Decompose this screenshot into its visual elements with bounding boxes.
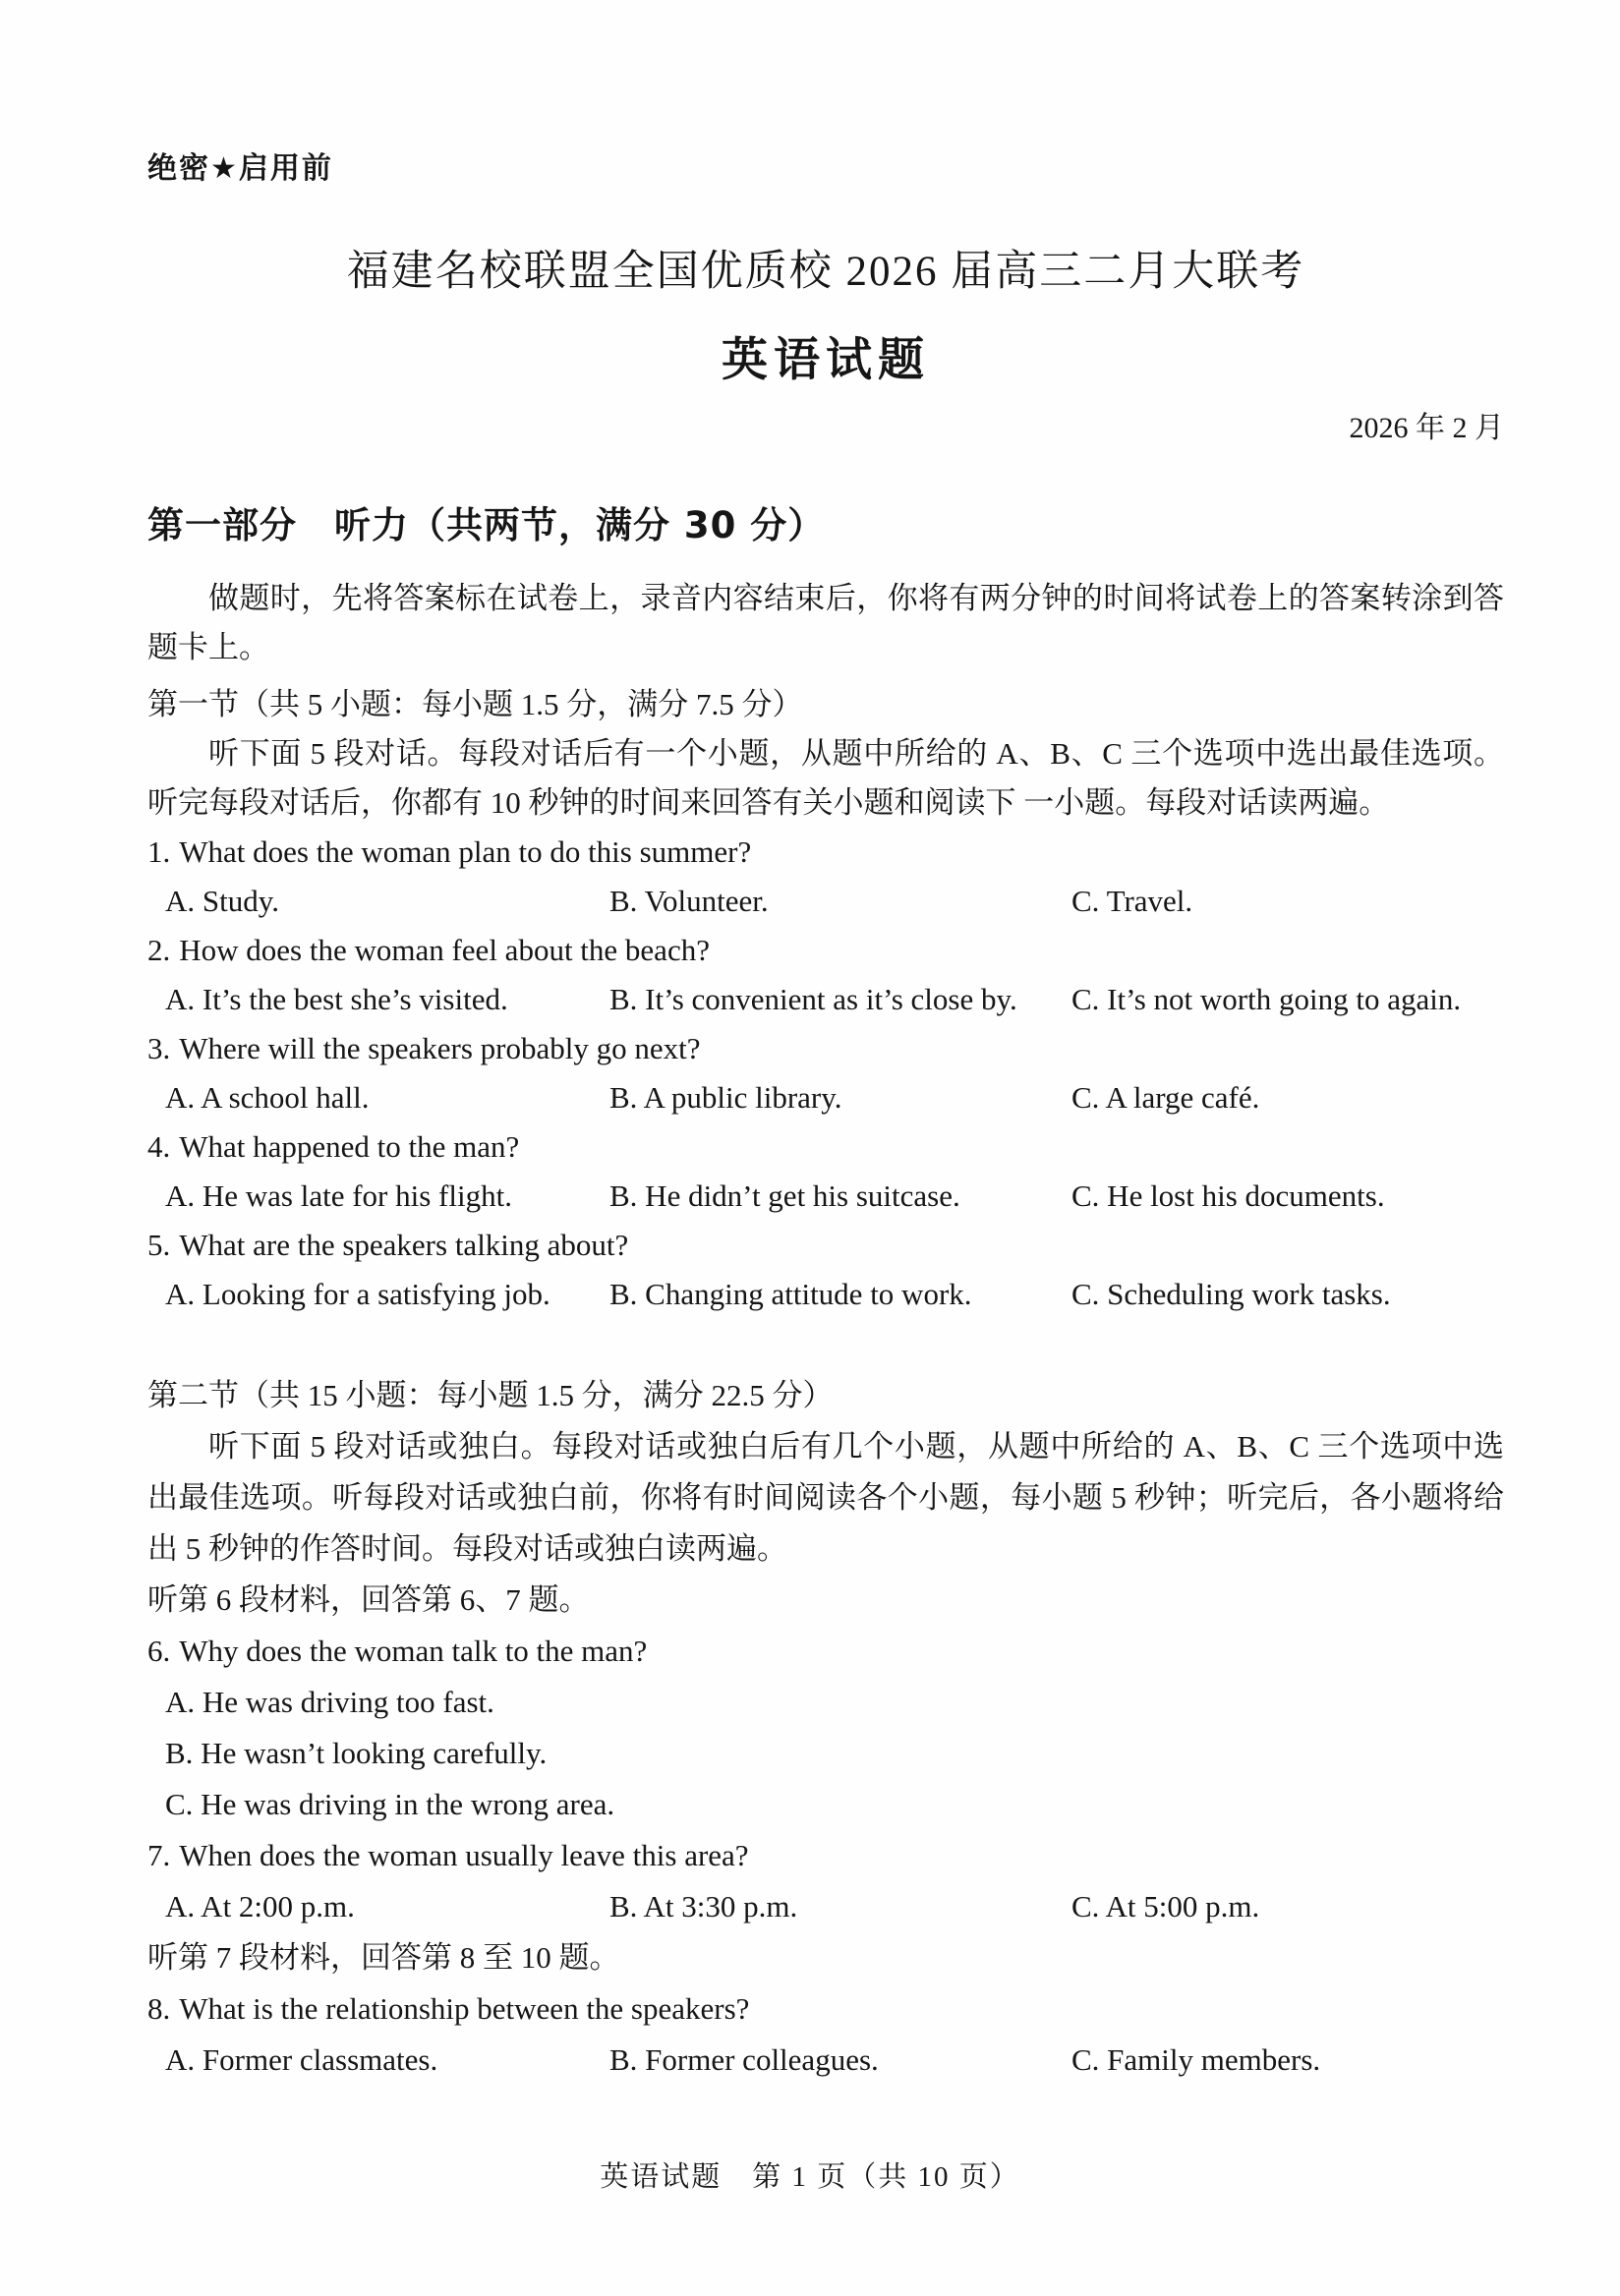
exam-title: 福建名校联盟全国优质校 2026 届高三二月大联考 (346, 249, 1305, 295)
option-b: B. Changing attitude to work. (609, 1277, 972, 1311)
question-5 (147, 1221, 1504, 1319)
question-8 (147, 1983, 1504, 2086)
question-number: 8. (147, 1991, 171, 2026)
option-c: C. A large café. (1071, 1080, 1260, 1115)
option-b: B. At 3:30 p.m. (609, 1889, 798, 1923)
option-c: C. He lost his documents. (1071, 1178, 1385, 1213)
question-7 (147, 1830, 1504, 1932)
question-4 (147, 1122, 1504, 1221)
option-a: A. Former classmates. (165, 2042, 438, 2077)
question-6 (147, 1626, 1504, 1830)
question-number: 7. (147, 1838, 171, 1872)
section1-heading: 第一节（共 5 小题：每小题 1.5 分，满分 7.5 分） (147, 687, 803, 721)
question-number: 2. (147, 933, 171, 967)
option-a: A. He was late for his flight. (165, 1178, 512, 1213)
section2 (147, 1370, 1504, 2086)
option-c: C. Travel. (1071, 884, 1193, 918)
option-a: A. Looking for a satisfying job. (165, 1277, 550, 1311)
question-text: What is the relationship between the speakers? (179, 1991, 750, 2026)
material-6-note: 听第 6 段材料，回答第 6、7 题。 (147, 1582, 590, 1617)
options-stack (147, 1677, 1504, 1830)
option-b: B. It’s convenient as it’s close by. (609, 982, 1017, 1016)
option-a: A. Study. (165, 884, 279, 918)
options-row (147, 1073, 1504, 1122)
section2-heading: 第二节（共 15 小题：每小题 1.5 分，满分 22.5 分） (147, 1378, 834, 1412)
option-b: B. He wasn’t looking carefully. (165, 1736, 548, 1770)
option-c: C. At 5:00 p.m. (1071, 1889, 1260, 1923)
option-b: B. Volunteer. (609, 884, 769, 918)
question-number: 6. (147, 1634, 171, 1668)
question-text: What are the speakers talking about? (179, 1228, 629, 1262)
question-text: What happened to the man? (179, 1129, 520, 1164)
subject-title: 英语试题 (722, 333, 930, 387)
option-c: C. He was driving in the wrong area. (165, 1787, 615, 1821)
question-number: 1. (147, 834, 171, 869)
option-a: A. A school hall. (165, 1080, 370, 1115)
options-row (147, 877, 1504, 926)
option-b: B. Former colleagues. (609, 2042, 879, 2077)
question-number: 4. (147, 1129, 171, 1164)
section2-instructions: 听下面 5 段对话或独白。每段对话或独白后有几个小题，从题中所给的 A、B、C 三个选项中选出最佳选项。听每段对话或独白前，你将有时间阅读各个小题，每小题 5 秒钟；听完后，各小题将给出 5 秒钟的作答时间。每段对话或独白读两遍。 (147, 1429, 1504, 1566)
question-1 (147, 828, 1504, 926)
part1-heading: 第一部分 听力（共两节，满分 30 分） (147, 504, 826, 546)
question-number: 5. (147, 1228, 171, 1262)
material-7-note: 听第 7 段材料，回答第 8 至 10 题。 (147, 1940, 620, 1975)
page-footer: 英语试题 第 1 页（共 10 页） (600, 2161, 1020, 2193)
question-text: Where will the speakers probably go next? (179, 1031, 701, 1065)
question-text: How does the woman feel about the beach? (179, 933, 710, 967)
options-row (147, 975, 1504, 1024)
option-a: A. He was driving too fast. (165, 1685, 494, 1719)
question-text: When does the woman usually leave this area? (179, 1838, 749, 1872)
options-row (147, 1881, 1504, 1932)
option-b: B. A public library. (609, 1080, 842, 1115)
security-classification: 绝密★启用前 (147, 151, 333, 186)
option-c: C. Family members. (1071, 2042, 1321, 2077)
option-a: A. It’s the best she’s visited. (165, 982, 508, 1016)
options-row (147, 1270, 1504, 1319)
question-text: Why does the woman talk to the man? (179, 1634, 648, 1668)
question-number: 3. (147, 1031, 171, 1065)
option-c: C. It’s not worth going to again. (1071, 982, 1462, 1016)
question-text: What does the woman plan to do this summer? (179, 834, 752, 869)
option-c: C. Scheduling work tasks. (1071, 1277, 1391, 1311)
question-3 (147, 1024, 1504, 1122)
part1-instructions: 做题时，先将答案标在试卷上，录音内容结束后，你将有两分钟的时间将试卷上的答案转涂到答题卡上。 (147, 581, 1504, 664)
section1-instructions: 听下面 5 段对话。每段对话后有一个小题，从题中所给的 A、B、C 三个选项中选出最佳选项。听完每段对话后，你都有 10 秒钟的时间来回答有关小题和阅读下 一小题。每段对话读两遍。 (147, 736, 1504, 820)
option-b: B. He didn’t get his suitcase. (609, 1178, 960, 1213)
options-row (147, 1172, 1504, 1221)
option-a: A. At 2:00 p.m. (165, 1889, 355, 1923)
options-row (147, 2035, 1504, 2086)
exam-date: 2026 年 2 月 (1349, 412, 1504, 444)
question-2 (147, 926, 1504, 1024)
